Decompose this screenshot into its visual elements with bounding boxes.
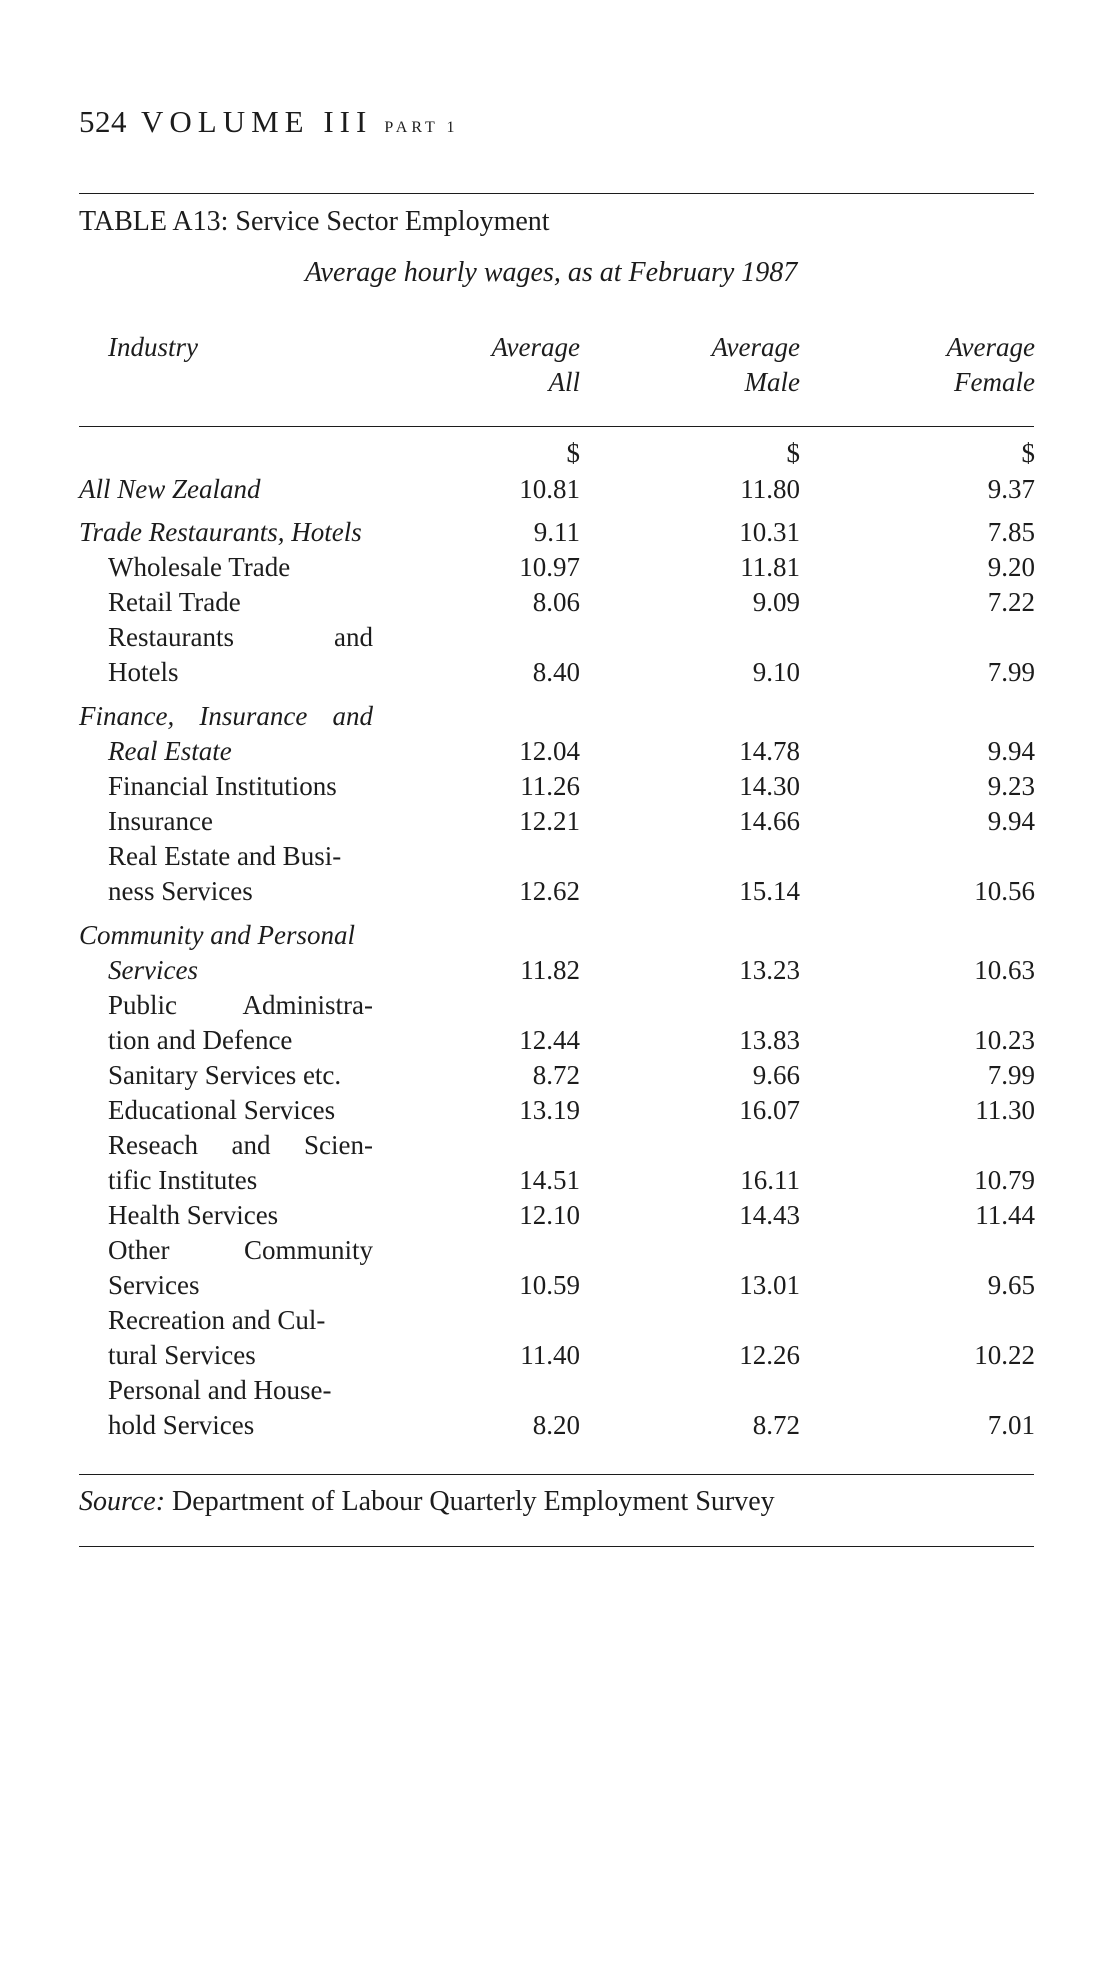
row-label-word: and: [332, 701, 373, 731]
column-header-male-line1: Average: [711, 332, 800, 362]
value-all: 12.21: [519, 806, 580, 836]
row-label-word: and: [231, 1130, 271, 1160]
row-label: Health Services: [108, 1200, 279, 1230]
value-all: 8.06: [532, 587, 580, 617]
value-male: 11.81: [740, 552, 800, 582]
row-label: hold Services: [108, 1410, 255, 1440]
row-label-word: and: [334, 622, 373, 652]
footer-rule: [79, 1474, 1034, 1475]
column-header-female: [835, 330, 1035, 400]
header-rule: [79, 426, 1034, 427]
value-female: 10.63: [974, 955, 1035, 985]
value-female: 9.65: [987, 1270, 1035, 1300]
value-female: 10.56: [974, 876, 1035, 906]
value-male: 13.83: [739, 1025, 800, 1055]
column-header-all: [380, 330, 580, 400]
value-all: 11.40: [520, 1340, 580, 1370]
value-female: 10.79: [974, 1165, 1035, 1195]
value-female: 9.23: [987, 771, 1035, 801]
row-label-word: Other: [108, 1235, 170, 1265]
value-male: 14.43: [739, 1200, 800, 1230]
column-header-female-line1: Average: [946, 332, 1035, 362]
row-label-line1: [108, 1128, 373, 1163]
source-label: Source:: [79, 1486, 166, 1517]
value-male: 13.01: [739, 1270, 800, 1300]
table-title: TABLE A13: Service Sector Employment: [79, 206, 550, 237]
column-header-all-line1: Average: [491, 332, 580, 362]
row-label: tific Institutes: [108, 1165, 258, 1195]
value-all: 12.10: [519, 1200, 580, 1230]
value-male: 16.07: [739, 1095, 800, 1125]
unit-all: $: [566, 438, 580, 468]
row-label-line1: Real Estate and Busi-: [108, 841, 342, 871]
row-label: Insurance: [108, 806, 213, 836]
value-all: 11.26: [520, 771, 580, 801]
table-subtitle: Average hourly wages, as at February 1987: [305, 257, 798, 288]
column-header-female-line2: Female: [954, 367, 1035, 397]
row-label-line1: Recreation and Cul-: [108, 1305, 326, 1335]
value-male: 11.80: [740, 474, 800, 504]
value-all: 8.72: [532, 1060, 580, 1090]
column-header-all-line2: All: [548, 367, 580, 397]
value-all: 10.59: [519, 1270, 580, 1300]
column-header-industry: Industry: [108, 332, 198, 362]
value-all: 14.51: [519, 1165, 580, 1195]
value-male: 8.72: [752, 1410, 800, 1440]
value-male: 14.78: [739, 736, 800, 766]
volume-label: VOLUME III: [141, 104, 373, 139]
value-female: 10.22: [974, 1340, 1035, 1370]
value-female: 7.22: [987, 587, 1035, 617]
value-female: 7.99: [987, 657, 1035, 687]
value-female: 11.30: [975, 1095, 1035, 1125]
value-female: 7.01: [987, 1410, 1035, 1440]
row-label-word: Finance,: [79, 701, 175, 731]
value-male: 16.11: [740, 1165, 800, 1195]
row-label-word: Scien-: [304, 1130, 373, 1160]
value-male: 9.09: [752, 587, 800, 617]
value-male: 10.31: [739, 517, 800, 547]
row-label-line1: [108, 988, 373, 1023]
value-all: 10.97: [519, 552, 580, 582]
row-label: tion and Defence: [108, 1025, 293, 1055]
row-label-line1: [108, 1233, 373, 1268]
column-header-male: [600, 330, 800, 400]
value-all: 8.20: [532, 1410, 580, 1440]
row-label: Educational Services: [108, 1095, 336, 1125]
value-all: 13.19: [519, 1095, 580, 1125]
row-label: Services: [108, 955, 198, 985]
value-female: 9.94: [987, 806, 1035, 836]
unit-male: $: [786, 438, 800, 468]
value-all: 11.82: [520, 955, 580, 985]
value-all: 12.44: [519, 1025, 580, 1055]
column-header-male-line2: Male: [744, 367, 800, 397]
value-female: 7.85: [987, 517, 1035, 547]
row-label: Real Estate: [108, 736, 232, 766]
row-label: Sanitary Services etc.: [108, 1060, 342, 1090]
row-label: Financial Institutions: [108, 771, 337, 801]
value-male: 9.10: [752, 657, 800, 687]
value-female: 9.94: [987, 736, 1035, 766]
row-label-line1: [79, 699, 373, 734]
source-note: [79, 1486, 775, 1518]
row-label-line1: [108, 620, 373, 655]
part-label: PART 1: [384, 119, 459, 136]
top-rule: [79, 193, 1034, 194]
running-head: [79, 104, 459, 140]
row-label: Wholesale Trade: [108, 552, 291, 582]
row-label-line1: Personal and House-: [108, 1375, 332, 1405]
source-text: Department of Labour Quarterly Employment Survey: [172, 1486, 775, 1517]
row-label-word: Insurance: [199, 701, 308, 731]
bottom-rule: [79, 1546, 1034, 1547]
row-label-word: Reseach: [108, 1130, 198, 1160]
unit-female: $: [1021, 438, 1035, 468]
value-male: 14.66: [739, 806, 800, 836]
value-all: 12.62: [519, 876, 580, 906]
row-label-word: Restaurants: [108, 622, 234, 652]
row-label-word: Community: [243, 1235, 373, 1265]
value-male: 9.66: [752, 1060, 800, 1090]
row-label: Hotels: [108, 657, 179, 687]
value-male: 12.26: [739, 1340, 800, 1370]
value-female: 9.37: [987, 474, 1035, 504]
value-male: 15.14: [739, 876, 800, 906]
row-label-word: Public: [108, 990, 178, 1020]
row-label: All New Zealand: [79, 474, 261, 504]
row-label-line1: Community and Personal: [79, 920, 355, 950]
value-female: 7.99: [987, 1060, 1035, 1090]
row-label: Trade Restaurants, Hotels: [79, 517, 362, 547]
row-label: tural Services: [108, 1340, 256, 1370]
value-all: 8.40: [532, 657, 580, 687]
row-label: Services: [108, 1270, 200, 1300]
page-number: 524: [79, 104, 127, 139]
value-male: 14.30: [739, 771, 800, 801]
row-label-word: Administra-: [242, 990, 373, 1020]
value-female: 10.23: [974, 1025, 1035, 1055]
value-all: 9.11: [533, 517, 580, 547]
value-male: 13.23: [739, 955, 800, 985]
value-all: 10.81: [519, 474, 580, 504]
value-all: 12.04: [519, 736, 580, 766]
row-label: Retail Trade: [108, 587, 241, 617]
value-female: 9.20: [987, 552, 1035, 582]
value-female: 11.44: [975, 1200, 1035, 1230]
row-label: ness Services: [108, 876, 253, 906]
